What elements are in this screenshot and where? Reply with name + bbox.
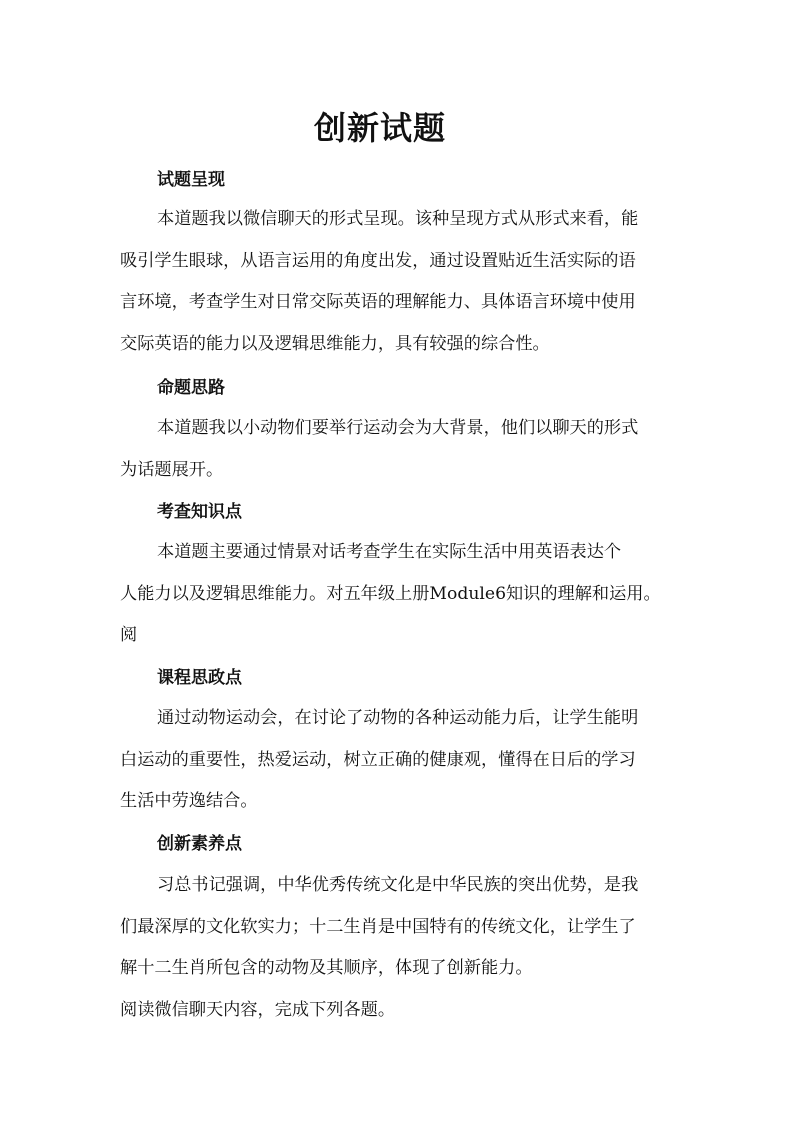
page-title: 创新试题 — [313, 109, 446, 147]
paragraph-line: 生活中劳逸结合。 — [120, 791, 258, 811]
paragraph-line: 交际英语的能力以及逻辑思维能力，具有较强的综合性。 — [120, 333, 550, 354]
paragraph-line: 言环境，考查学生对日常交际英语的理解能力、具体语言环境中使用 — [120, 292, 636, 312]
section-body-presentation — [120, 199, 680, 365]
paragraph-line: 习总书记强调，中华优秀传统文化是中华民族的突出优势，是我 — [157, 875, 639, 895]
section-heading-innovation-points: 创新素养点 — [157, 834, 242, 854]
section-body-ideological-points — [120, 698, 680, 823]
section-heading-design-idea: 命题思路 — [157, 378, 225, 398]
paragraph-line: 吸引学生眼球，从语言运用的角度出发，通过设置贴近生活实际的语 — [120, 250, 636, 271]
paragraph-line: 白运动的重要性，热爱运动，树立正确的健康观，懂得在日后的学习 — [120, 749, 636, 770]
section-heading-presentation: 试题呈现 — [157, 170, 225, 190]
paragraph-line: 阅 — [120, 625, 138, 645]
section-body-design-idea — [120, 408, 680, 491]
paragraph-line: 解十二生肖所包含的动物及其顺序，体现了创新能力。 — [120, 958, 533, 978]
paragraph-line: 本道题我以小动物们要举行运动会为大背景，他们以聊天的形式 — [157, 418, 639, 438]
paragraph-line: 阅读微信聊天内容，完成下列各题。 — [120, 1000, 396, 1020]
paragraph-line: 通过动物运动会，在讨论了动物的各种运动能力后，让学生能明 — [157, 708, 639, 728]
section-body-innovation-points — [120, 865, 680, 990]
section-body-knowledge-points — [120, 532, 680, 657]
section-heading-knowledge-points: 考查知识点 — [157, 502, 242, 522]
paragraph-line: 本道题主要通过情景对话考查学生在实际生活中用英语表达个 — [157, 542, 622, 562]
paragraph-line: 本道题我以微信聊天的形式呈现。该种呈现方式从形式来看，能 — [157, 209, 639, 229]
paragraph-line: 人能力以及逻辑思维能力。对五年级上册Module6知识的理解和运用。 — [120, 583, 661, 604]
section-heading-ideological-points: 课程思政点 — [157, 668, 242, 688]
paragraph-line: 们最深厚的文化软实力；十二生肖是中国特有的传统文化，让学生了 — [120, 916, 636, 937]
closing-instruction — [120, 990, 680, 1032]
paragraph-line: 为话题展开。 — [120, 459, 224, 480]
